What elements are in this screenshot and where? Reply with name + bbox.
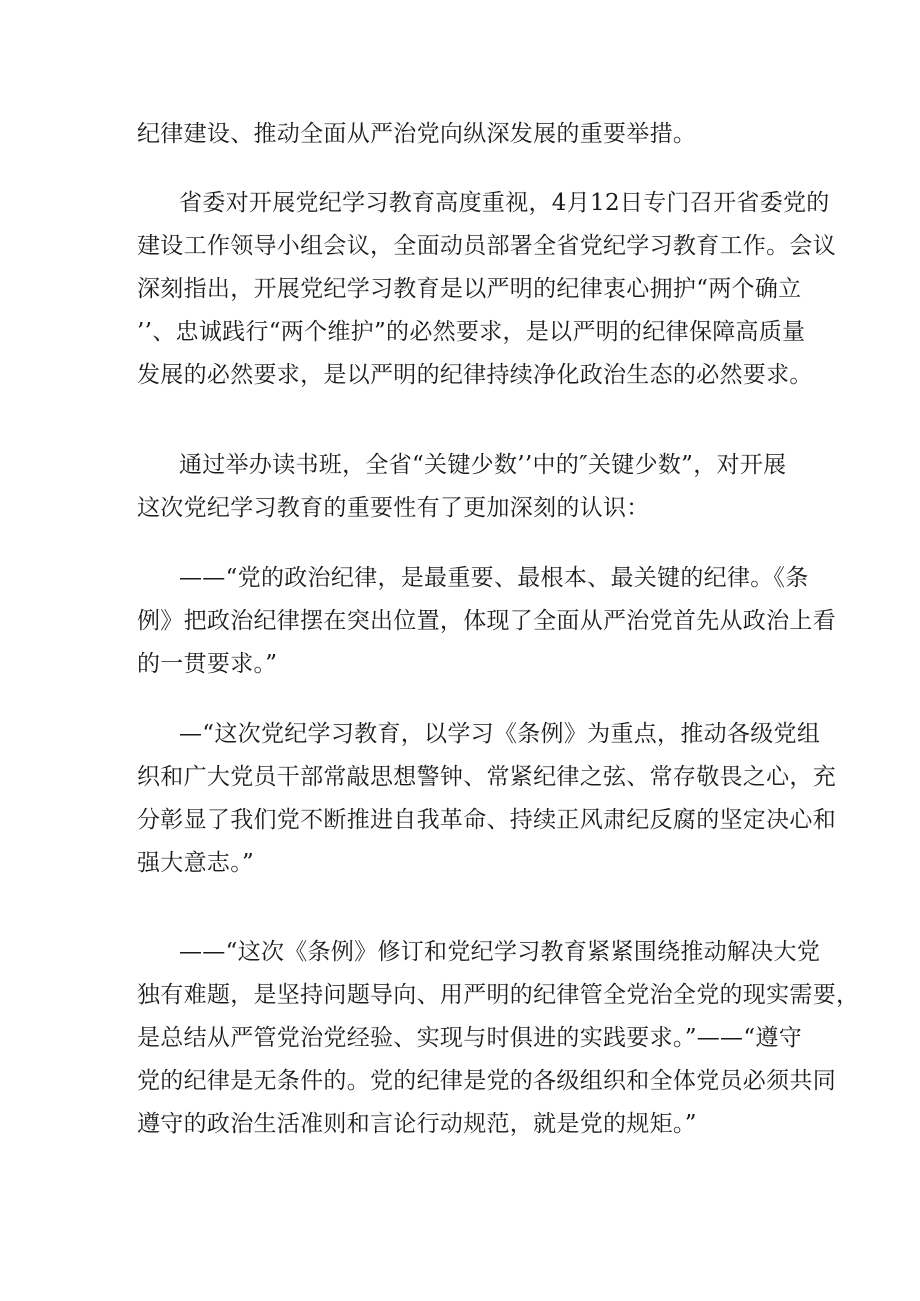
paragraph-line: 省委对开展党纪学习教育高度重视，4月12日专门召开省委党的 bbox=[179, 190, 830, 216]
paragraph-line: 遵守的政治生活准则和言论行动规范，就是党的规矩。” bbox=[137, 1111, 697, 1137]
paragraph-1 bbox=[137, 113, 787, 156]
paragraph-line: 深刻指出，开展党纪学习教育是以严明的纪律衷心拥护“两个确立 bbox=[137, 276, 802, 302]
paragraph-line: ——“这次《条例》修订和党纪学习教育紧紧围绕推动解决大党 bbox=[179, 939, 821, 965]
paragraph-line: 的一贯要求。” bbox=[137, 651, 278, 677]
paragraph-line: 建设工作领导小组会议，全面动员部署全省党纪学习教育工作。会议 bbox=[137, 233, 836, 259]
paragraph-2 bbox=[137, 182, 836, 397]
paragraph-line: 党的纪律是无条件的。党的纪律是党的各级组织和全体党员必须共同 bbox=[137, 1068, 836, 1094]
paragraph-3 bbox=[137, 444, 787, 530]
paragraph-line: ——“党的政治纪律，是最重要、最根本、最关键的纪律。《条 bbox=[179, 565, 809, 591]
paragraph-line: —“这次党纪学习教育，以学习《条例》为重点，推动各级党组 bbox=[179, 721, 821, 747]
paragraph-5 bbox=[137, 713, 836, 885]
paragraph-line: 通过举办读书班，全省“关键少数’’中的″关键少数”，对开展 bbox=[179, 452, 787, 478]
paragraph-line: 独有难题，是坚持问题导向、用严明的纪律管全党治全党的现实需要， bbox=[137, 982, 860, 1008]
paragraph-line: 强大意志。” bbox=[137, 850, 255, 876]
paragraph-line: 分彰显了我们党不断推进自我革命、持续正风肃纪反腐的坚定决心和 bbox=[137, 807, 836, 833]
paragraph-6 bbox=[137, 931, 860, 1146]
paragraph-line: ’’、忠诚践行“两个维护”的必然要求，是以严明的纪律保障高质量 bbox=[137, 319, 806, 345]
paragraph-line: 纪律建设、推动全面从严治党向纵深发展的重要举措。 bbox=[137, 121, 697, 147]
paragraph-4 bbox=[137, 557, 836, 686]
paragraph-line: 发展的必然要求，是以严明的纪律持续净化政治生态的必然要求。 bbox=[137, 362, 813, 388]
paragraph-line: 织和广大党员干部常敲思想警钟、常紧纪律之弦、常存敬畏之心，充 bbox=[137, 764, 836, 790]
paragraph-line: 是总结从严管党治党经验、实现与时俱进的实践要求。”——“遵守 bbox=[137, 1025, 803, 1051]
paragraph-line: 例》把政治纪律摆在突出位置，体现了全面从严治党首先从政治上看 bbox=[137, 608, 836, 634]
paragraph-line: 这次党纪学习教育的重要性有了更加深刻的认识： bbox=[137, 495, 650, 521]
